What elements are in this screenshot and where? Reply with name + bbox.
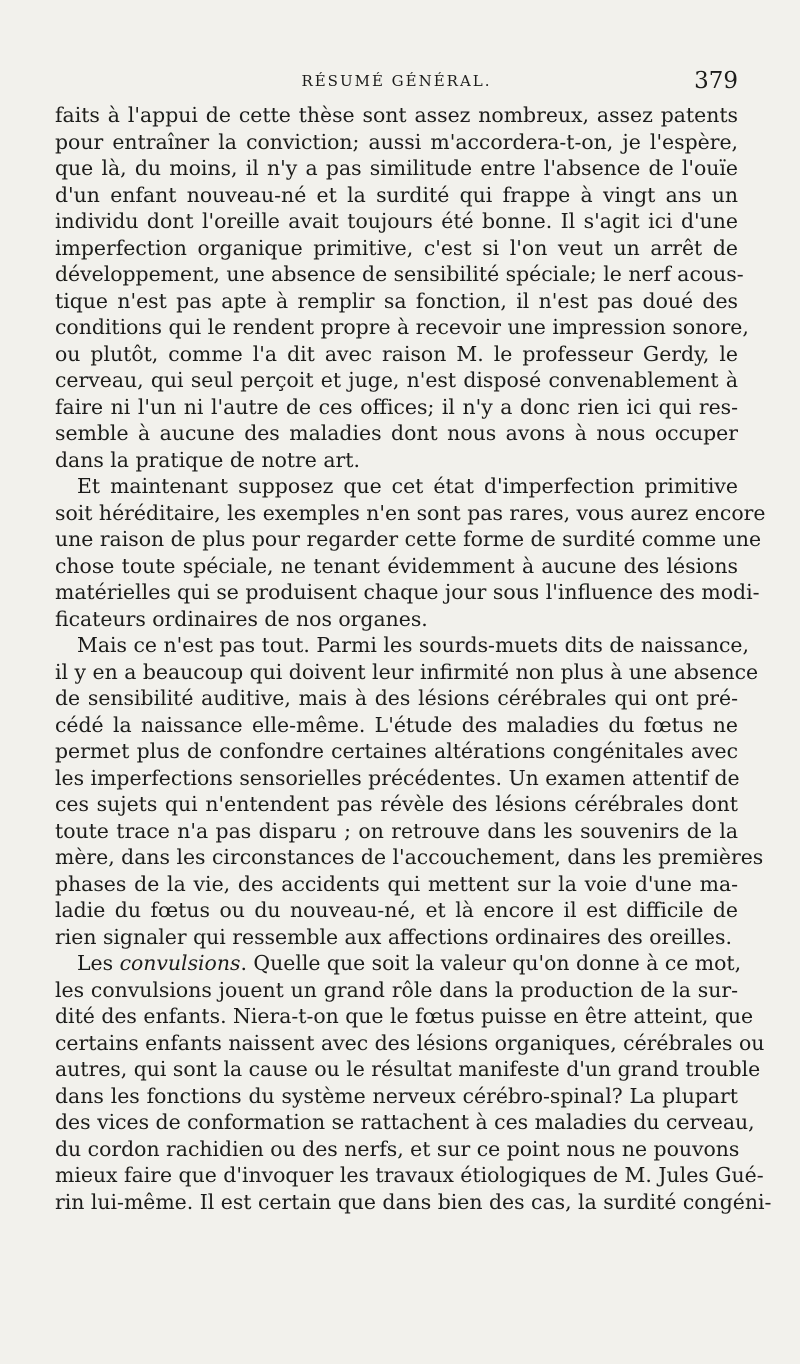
text-line: mère, dans les circonstances de l'accouchement, dans les premières	[55, 845, 764, 869]
text-line: des vices de conformation se rattachent à ces maladies du cerveau,	[55, 1110, 755, 1134]
text-line: développement, une absence de sensibilité spéciale; le nerf acous-	[55, 262, 744, 286]
text-line: toute trace n'a pas disparu ; on retrouve dans les souvenirs de la	[55, 818, 738, 843]
text-line: pour entraîner la conviction; aussi m'accordera-t-on, je l'espère,	[55, 129, 738, 154]
lead-rest: . Quelle que soit la valeur qu'on donne à ce mot,	[240, 951, 742, 975]
text-line: les imperfections sensorielles précédentes. Un examen attentif de	[55, 765, 740, 790]
text-line: les convulsions jouent un grand rôle dans la production de la sur-	[55, 977, 738, 1002]
text-line: Mais ce n'est pas tout. Parmi les sourds-muets dits de naissance,	[77, 633, 749, 657]
italic-term: convulsions	[119, 951, 241, 975]
text-line: il y en a beaucoup qui doivent leur infirmité non plus à une absence	[55, 659, 759, 684]
text-line: chose toute spéciale, ne tenant évidemment à aucune des lésions	[55, 553, 738, 578]
text-line: individu dont l'oreille avait toujours été bonne. Il s'agit ici d'une	[55, 209, 738, 233]
text-line: mieux faire que d'invoquer les travaux étiologiques de M. Jules Gué-	[55, 1163, 764, 1187]
text-line: d'un enfant nouveau-né et la surdité qui frappe à vingt ans un	[55, 182, 738, 207]
text-line: de sensibilité auditive, mais à des lésions cérébrales qui ont pré-	[55, 686, 738, 710]
text-line: permet plus de confondre certaines altérations congénitales avec	[55, 739, 738, 763]
page-number: 379	[694, 68, 738, 94]
text-line: que là, du moins, il n'y a pas similitude entre l'absence de l'ouïe	[55, 156, 738, 180]
text-line: cédé la naissance elle-même. L'étude des maladies du fœtus ne	[55, 712, 738, 737]
running-title: RÉSUMÉ GÉNÉRAL.	[301, 72, 492, 90]
text-line: rien signaler qui ressemble aux affections ordinaires des oreilles.	[55, 924, 732, 949]
text-line: cerveau, qui seul perçoit et juge, n'est disposé convenablement à	[55, 368, 738, 392]
text-line: tique n'est pas apte à remplir sa fonction, il n'est pas doué des	[55, 288, 738, 313]
text-line: semble à aucune des maladies dont nous avons à nous occuper	[55, 421, 738, 445]
text-line: dans la pratique de notre art.	[55, 447, 360, 472]
paragraph-1	[55, 102, 749, 473]
text-line: autres, qui sont la cause ou le résultat manifeste d'un grand trouble	[55, 1057, 761, 1081]
running-head	[55, 66, 738, 96]
text-line: imperfection organique primitive, c'est si l'on veut un arrêt de	[55, 235, 738, 260]
body-text	[55, 102, 772, 1215]
text-line: ces sujets qui n'entendent pas révèle des lésions cérébrales dont	[55, 792, 738, 816]
text-line: Et maintenant supposez que cet état d'imperfection primitive	[77, 474, 738, 498]
text-line: ficateurs ordinaires de nos organes.	[55, 606, 428, 631]
text-line: phases de la vie, des accidents qui mettent sur la voie d'une ma-	[55, 871, 738, 896]
lead-text: Les	[77, 951, 120, 975]
text-line: matérielles qui se produisent chaque jour sous l'influence des modi-	[55, 580, 760, 604]
text-line: soit héréditaire, les exemples n'en sont pas rares, vous aurez encore	[55, 500, 766, 525]
text-line: ladie du fœtus ou du nouveau-né, et là encore il est difficile de	[55, 898, 738, 922]
paragraph-3	[55, 632, 764, 950]
text-line: dans les fonctions du système nerveux cérébro-spinal? La plupart	[55, 1083, 738, 1108]
text-line-first	[55, 950, 742, 977]
paragraph-4	[55, 950, 772, 1215]
text-line: ou plutôt, comme l'a dit avec raison M. le professeur Gerdy, le	[55, 341, 738, 366]
text-line: du cordon rachidien ou des nerfs, et sur ce point nous ne pouvons	[55, 1136, 740, 1161]
paragraph-2	[55, 473, 766, 632]
text-line: faire ni l'un ni l'autre de ces offices; il n'y a donc rien ici qui res-	[55, 394, 738, 419]
text-line: certains enfants naissent avec des lésions organiques, cérébrales ou	[55, 1030, 765, 1055]
text-line: une raison de plus pour regarder cette forme de surdité comme une	[55, 527, 762, 551]
text-line: conditions qui le rendent propre à recevoir une impression sonore,	[55, 315, 749, 339]
text-line: rin lui-même. Il est certain que dans bien des cas, la surdité congéni-	[55, 1189, 772, 1214]
text-line: faits à l'appui de cette thèse sont assez nombreux, assez patents	[55, 103, 738, 127]
text-line: dité des enfants. Niera-t-on que le fœtus puisse en être atteint, que	[55, 1004, 754, 1028]
